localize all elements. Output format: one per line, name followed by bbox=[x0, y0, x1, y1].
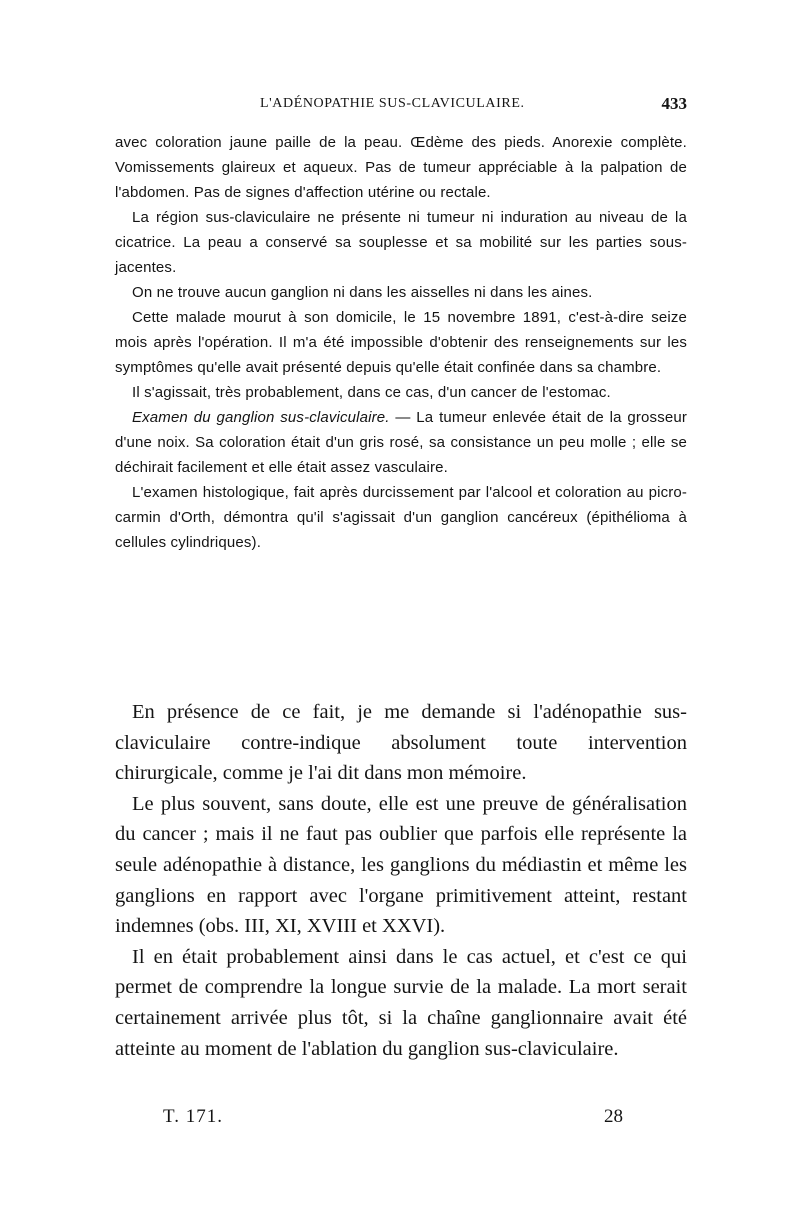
page-number: 433 bbox=[661, 94, 687, 113]
observation-paragraph: La région sus-claviculaire ne présente ni tumeur ni induration au niveau de la cicatrice. La peau a conservé sa souplesse et sa mobilité sur les parties sous-jacentes. bbox=[115, 209, 687, 276]
section-heading-italic: Examen du ganglion sus-claviculaire. bbox=[132, 409, 390, 426]
discussion-paragraph: Il en était probablement ainsi dans le cas actuel, et c'est ce qui permet de comprendre la longue survie de la malade. La mort serait certainement arrivée plus tôt, si la chaîne ganglionnaire avait été atteinte au moment de l'ablation du ganglion sus-claviculaire. bbox=[115, 945, 687, 1060]
printer-signature: T. 171. bbox=[163, 1106, 223, 1127]
paragraph-text: — La tumeur enlevée était de la grosseur d'une noix. Sa coloration était d'un gris rosé, sa consistance un peu molle ; elle se déchirait facilement et elle était assez vasculaire. bbox=[115, 409, 687, 476]
observation-paragraph bbox=[115, 405, 687, 480]
observation-paragraph: L'examen histologique, fait après durcissement par l'alcool et coloration au picro-carmin d'Orth, démontra qu'il s'agissait d'un ganglion cancéreux (épithélioma à cellules cylindriques). bbox=[115, 484, 687, 551]
page-header bbox=[115, 96, 687, 118]
observation-text bbox=[115, 130, 687, 555]
page-footer bbox=[163, 1106, 623, 1130]
discussion-paragraph: Le plus souvent, sans doute, elle est une preuve de généralisation du cancer ; mais il ne faut pas oublier que parfois elle représente la seule adénopathie à distance, les ganglions du médiastin et même les ganglions en rapport avec l'organe primitivement atteint, restant indemnes (obs. III, XI, XVIII et XXVI). bbox=[115, 792, 687, 938]
observation-paragraph: On ne trouve aucun ganglion ni dans les aisselles ni dans les aines. bbox=[132, 284, 593, 301]
discussion-paragraph: En présence de ce fait, je me demande si l'adénopathie sus-claviculaire contre-indique absolument toute intervention chirurgicale, comme je l'ai dit dans mon mémoire. bbox=[115, 701, 687, 785]
observation-paragraph: Cette malade mourut à son domicile, le 15 novembre 1891, c'est-à-dire seize mois après l'opération. Il m'a été impossible d'obtenir des renseignements sur les symptômes qu'elle avait présenté depuis qu'elle était confinée dans sa chambre. bbox=[115, 309, 687, 376]
running-title: L'ADÉNOPATHIE SUS-CLAVICULAIRE. bbox=[260, 96, 525, 111]
sheet-number: 28 bbox=[604, 1106, 623, 1127]
observation-paragraph: avec coloration jaune paille de la peau. Œdème des pieds. Anorexie complète. Vomissements glaireux et aqueux. Pas de tumeur appréciable à la palpation de l'abdomen. Pas de signes d'affection utérine ou rectale. bbox=[115, 134, 687, 201]
observation-paragraph: Il s'agissait, très probablement, dans ce cas, d'un cancer de l'estomac. bbox=[132, 384, 611, 401]
discussion-text bbox=[115, 697, 687, 1064]
